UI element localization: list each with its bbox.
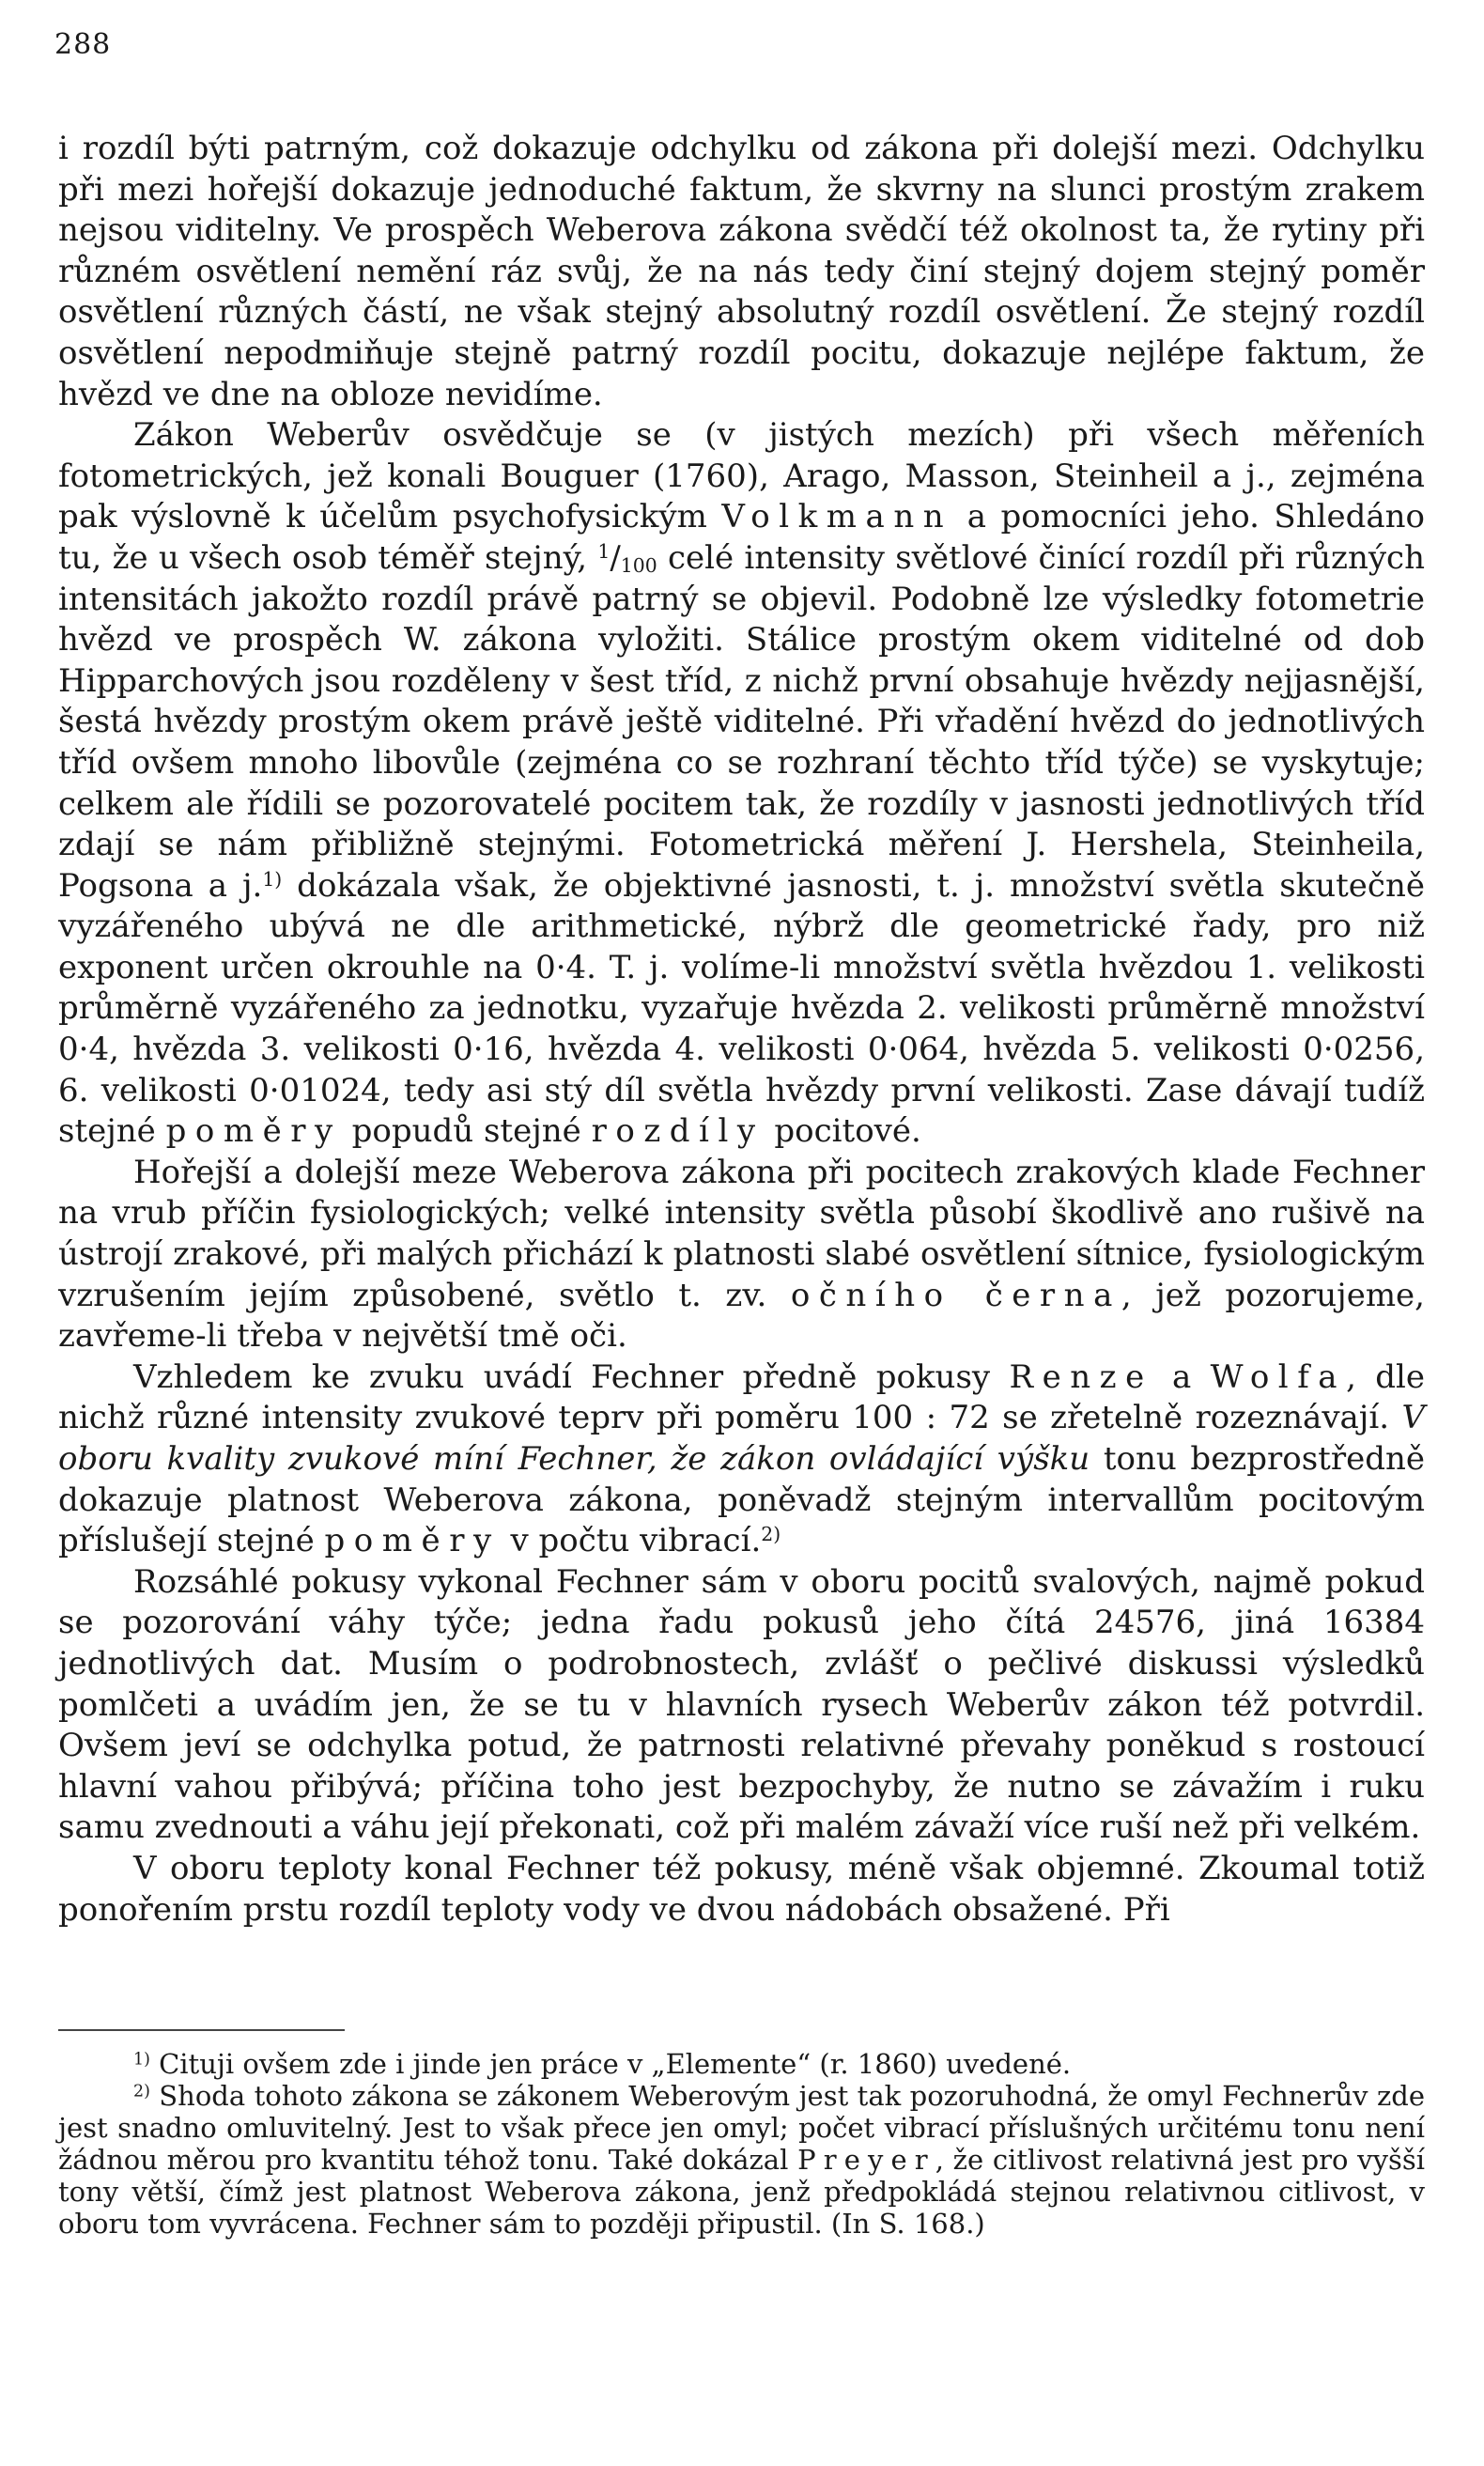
text-run: Cituji ovšem zde i jinde jen práce v „Elemente“ (r. 1860) uvedené.: [149, 2048, 1072, 2080]
text-run: Zákon Weberův osvědčuje se (v jistých mezích) při všech měřeních fotometrických, jež konali Bouguer (1760), Arago, Masson, Steinheil a j., zejména pak výslovně k účelům psychofysickým: [58, 416, 1425, 536]
spaced-emphasis: Renze: [1009, 1357, 1153, 1396]
paragraph: [58, 1562, 1425, 1849]
paragraph: [58, 1849, 1425, 1931]
text-run: v počtu vibrací.: [500, 1522, 762, 1560]
spaced-emphasis: Preyer: [797, 2144, 935, 2176]
spaced-emphasis: očního černa: [790, 1276, 1121, 1314]
footnote: [58, 2048, 1425, 2080]
paragraph: [58, 1153, 1425, 1357]
paragraph: [58, 415, 1425, 1153]
text-run: , dle nichž různé intensity zvukové teprv při poměru 100 : 72 se zřetelně rozeznávají.: [58, 1357, 1425, 1437]
paragraph: [58, 1357, 1425, 1562]
text-run: Vzhledem ke zvuku uvádí Fechner předně pokusy: [133, 1357, 1010, 1396]
text-run: a: [1152, 1357, 1211, 1396]
footnotes: [58, 2048, 1425, 2240]
text-run: popudů stejné: [341, 1112, 592, 1151]
text-run: , že citlivost relativná jest pro vyšší tony větší, čímž jest platnost Weberova zákona, jenž předpokládá stejnou relativnou citlivost, v oboru tom vyvrácena. Fechner sám to později připustil. (In S. 168.): [58, 2144, 1425, 2240]
footnote-marker: 1): [133, 2050, 150, 2070]
text-run: i rozdíl býti patrným, což dokazuje odchylku od zákona při dolejší mezi. Odchylku při mezi hořejší dokazuje jednoduché faktum, že skvrny na slunci prostým zrakem nejsou viditelny. Ve prospěch Weberova zákona svědčí též okolnost ta, že rytiny při různém osvětlení nemění ráz svůj, že na nás tedy činí stejný dojem stejný poměr osvětlení různých částí, ne však stejný absolutný rozdíl osvětlení. Že stejný rozdíl osvětlení nepodmiňuje stejně patrný rozdíl pocitu, dokazuje nejlépe faktum, že hvězd ve dne na obloze nevidíme.: [58, 130, 1425, 413]
footnote-marker: 2): [761, 1522, 781, 1545]
spaced-emphasis: poměry: [324, 1522, 501, 1560]
footnote-marker: 1): [262, 867, 283, 891]
text-run: Hořejší a dolejší meze Weberova zákona při pocitech zrakových klade Fechner na vrub příčin fysiologických; velké intensity světla působí škodlivě ano rušivě na ústrojí zrakové, při malých přichází k platnosti slabé osvětlení sítnice, fysiologickým vzrušením jejím způsobené, světlo t. zv.: [58, 1153, 1425, 1314]
text-run: Shoda tohoto zákona se zákonem Weberovým jest tak pozoruhodná, že omyl Fechnerův zde jest snadno omluvitelný. Jest to však přece jen omyl; počet vibrací příslušných určitému tonu není žádnou měrou pro kvantitu téhož tonu. Také dokázal: [58, 2080, 1425, 2176]
text-run: pocitové.: [764, 1112, 921, 1151]
main-text: [58, 129, 1425, 1931]
spaced-emphasis: Wolfa: [1210, 1357, 1347, 1396]
text-run: dokázala však, že objektivné jasnosti, t. j. množství světla skutečně vyzářeného ubývá ne dle arithmetické, nýbrž dle geometrické řady, pro niž exponent určen okrouhle na 0·4. T. j. volíme-li množství světla hvězdou 1. velikosti průměrně vyzářeného za jednotku, vyzařuje hvězda 2. velikosti průměrně množství 0·4, hvězda 3. velikosti 0·16, hvězda 4. velikosti 0·064, hvězda 5. velikosti 0·0256, 6. velikosti 0·01024, tedy asi stý díl světla hvězdy první velikosti. Zase dávají tudíž stejné: [58, 866, 1425, 1151]
footnote-marker: 2): [133, 2082, 150, 2102]
paragraph: [58, 129, 1425, 415]
text-run: tonu bezprostředně dokazuje platnost Weberova zákona, poněvadž stejným intervallům pocitovým příslušejí stejné: [58, 1440, 1425, 1560]
text-run: a pomocníci jeho. Shledáno tu, že u všech osob téměř stejný,: [58, 498, 1425, 577]
text-run: Rozsáhlé pokusy vykonal Fechner sám v oboru pocitů svalových, najmě pokud se pozorování váhy týče; jedna řadu pokusů jeho čítá 24576, jiná 16384 jednotlivých dat. Musím o podrobnostech, zvlášť o pečlivé diskussi výsledků pomlčeti a uvádím jen, že se tu v hlavních rysech Weberův zákon též potvrdil. Ovšem jeví se odchylka potud, že patrnosti relativné převahy poněkud s rostoucí hlavní vahou přibývá; příčina toho jest bezpochyby, že nutno se závažím i ruku samu zvednouti a váhu její překonati, což při malém závaží více ruší než při velkém.: [58, 1562, 1425, 1847]
footnote-divider: [58, 2029, 345, 2031]
text-run: , jež pozorujeme, zavřeme-li třeba v největší tmě oči.: [58, 1276, 1425, 1356]
spaced-emphasis: poměry: [165, 1112, 342, 1151]
spaced-emphasis: rozdíly: [591, 1112, 765, 1151]
spaced-emphasis: Volkmann: [721, 498, 953, 536]
italic-text: V oboru kvality zvukové míní Fechner, že zákon ovládající výšku: [58, 1399, 1425, 1478]
page-number: 288: [54, 28, 112, 61]
footnote: [58, 2080, 1425, 2240]
text-run: celé intensity světlové činící rozdíl při různých intensitách jakožto rozdíl právě patrný se objevil. Podobně lze výsledky fotometrie hvězd ve prospěch W. zákona vyložiti. Stálice prostým okem viditelné od dob Hipparchových jsou rozděleny v šest tříd, z nichž první obsahuje hvězdy nejjasnější, šestá hvězdy prostým okem právě ještě viditelné. Při vřadění hvězd do jednotlivých tříd ovšem mnoho libovůle (zejména co se rozhraní těchto tříd týče) se vyskytuje; celkem ale řídili se pozorovatelé pocitem tak, že rozdíly v jasnosti jednotlivých tříd zdají se nám přibližně stejnými. Fotometrická měření J. Hershela, Steinheila, Pogsona a j.: [58, 538, 1425, 905]
text-run: V oboru teploty konal Fechner též pokusy, méně však objemné. Zkoumal totiž ponořením prstu rozdíl teploty vody ve dvou nádobách obsažené. Při: [58, 1849, 1425, 1929]
fraction: $^1/_{100}$: [597, 538, 657, 578]
